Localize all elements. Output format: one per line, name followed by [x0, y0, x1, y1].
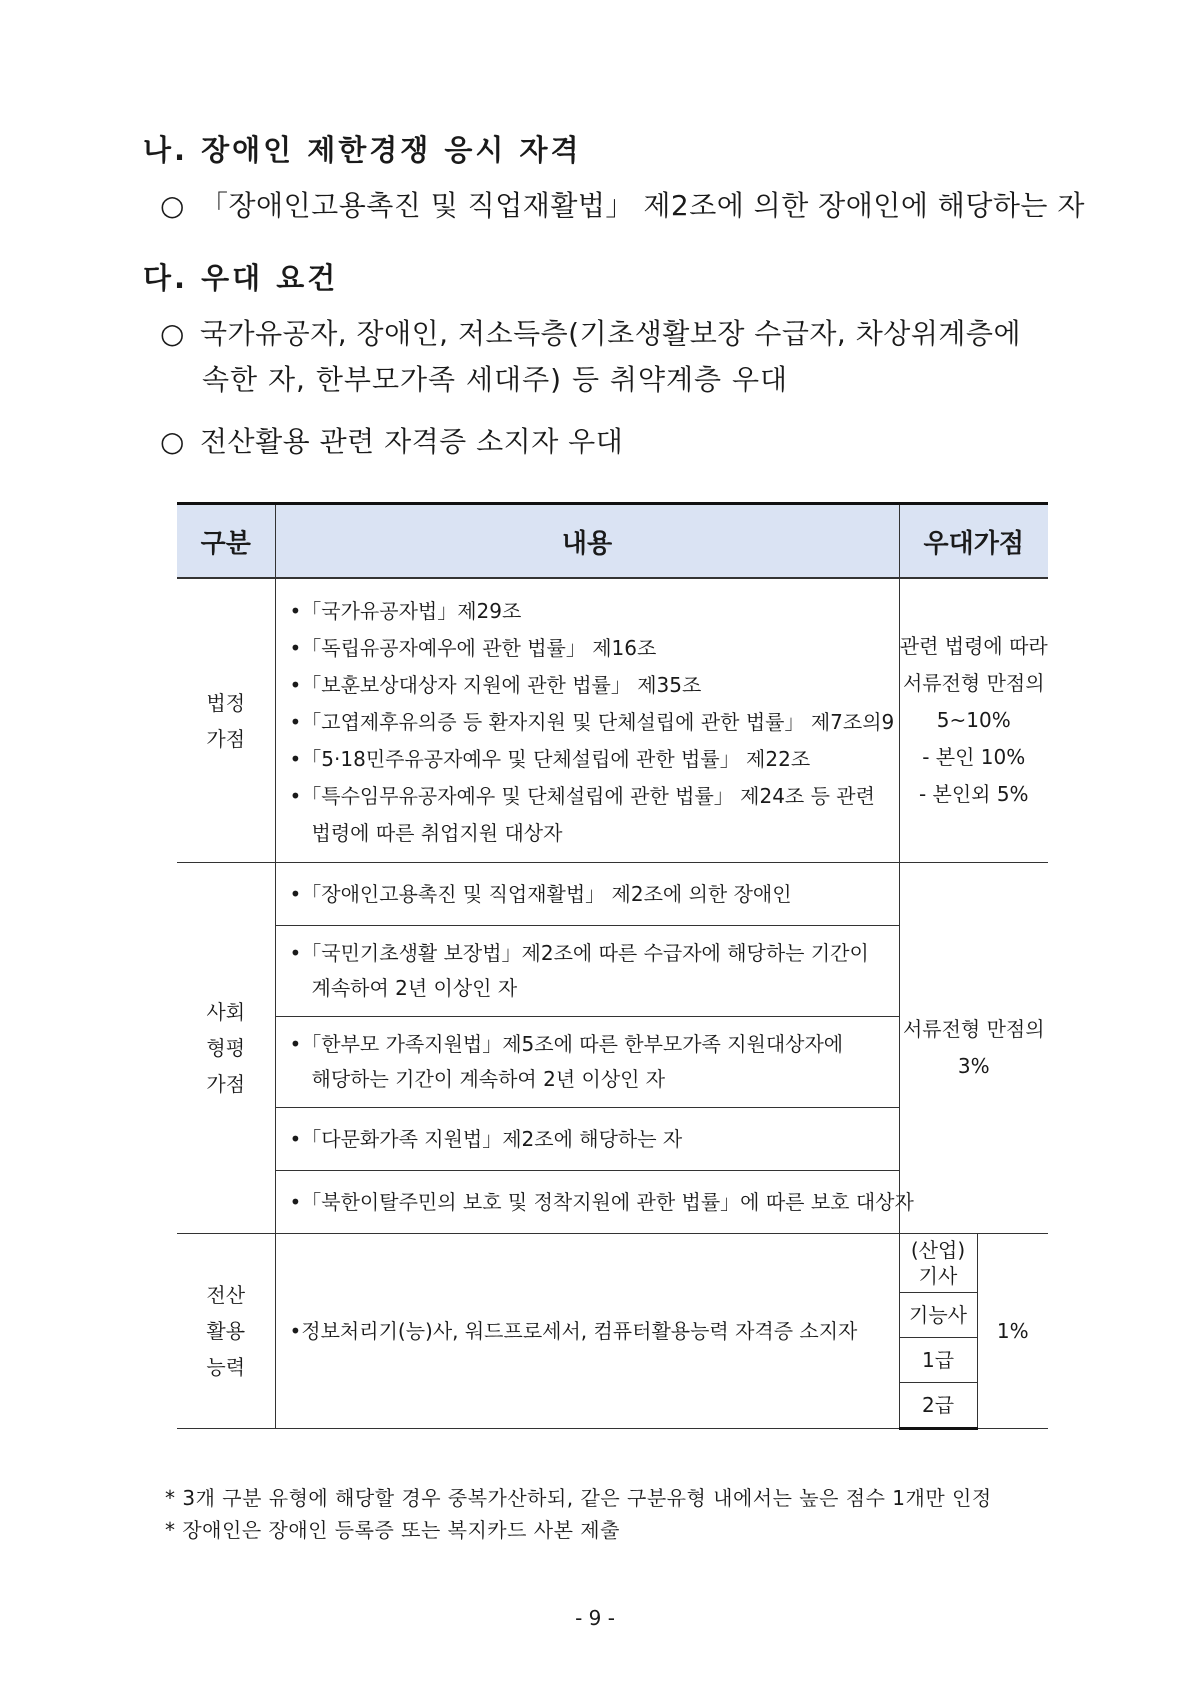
section-heading-na: 나. 장애인 제한경쟁 응시 자격 — [143, 133, 582, 167]
table-header-row — [177, 504, 1048, 579]
bullet-continuation: 속한 자, 한부모가족 세대주) 등 취약계층 우대 — [202, 363, 789, 396]
circle-bullet-icon: ○ — [160, 425, 185, 458]
grade-level2: 2급 — [899, 1383, 977, 1429]
computer-points: 1% — [977, 1234, 1048, 1429]
bullet-text: 「장애인고용촉진 및 직업재활법」 제2조에 의한 장애인에 해당하는 자 — [200, 189, 1085, 222]
social-item-north-korean-defector: •「북한이탈주민의 보호 및 정착지원에 관한 법률」에 따른 보호 대상자 — [275, 1171, 899, 1234]
list-item: •「5·18민주유공자예우 및 단체설립에 관한 법률」 제22조 — [289, 747, 811, 771]
header-points: 우대가점 — [899, 504, 1048, 579]
bullet-computer-certificate — [160, 420, 623, 460]
bullet-text: 전산활용 관련 자격증 소지자 우대 — [200, 425, 624, 458]
legal-points: 관련 법령에 따라 서류전형 만점의 5~10% - 본인 10% - 본인외 5% — [899, 578, 1048, 863]
bullet-disabled-qualification — [160, 184, 1085, 224]
table-row — [177, 578, 1048, 863]
bullet-vulnerable-preference — [160, 312, 1021, 352]
footnote-disabled-docs: * 장애인은 장애인 등록증 또는 복지카드 사본 제출 — [165, 1518, 620, 1542]
list-item: •「고엽제후유의증 등 환자지원 및 단체설립에 관한 법률」 제7조의9 — [289, 710, 895, 734]
preference-points-table — [177, 502, 1048, 1430]
table-row — [177, 1234, 1048, 1293]
header-content: 내용 — [275, 504, 899, 579]
grade-level1: 1급 — [899, 1338, 977, 1383]
grade-craftsman: 기능사 — [899, 1293, 977, 1338]
table-row — [177, 863, 1048, 926]
category-computer: 전산 활용 능력 — [177, 1234, 275, 1429]
legal-items — [275, 578, 899, 863]
footnote-duplicate: * 3개 구분 유형에 해당할 경우 중복가산하되, 같은 구분유형 내에서는 높은 점수 1개만 인정 — [165, 1486, 992, 1510]
list-item: •「특수임무유공자예우 및 단체설립에 관한 법률」 제24조 등 관련 — [289, 784, 875, 808]
circle-bullet-icon: ○ — [160, 317, 185, 350]
circle-bullet-icon: ○ — [160, 189, 185, 222]
list-item-continuation: 법령에 따른 취업지원 대상자 — [311, 821, 563, 845]
list-item: •「독립유공자예우에 관한 법률」 제16조 — [289, 636, 657, 660]
computer-item: •정보처리기(능)사, 워드프로세서, 컴퓨터활용능력 자격증 소지자 — [275, 1234, 899, 1429]
social-item-disabled: •「장애인고용촉진 및 직업재활법」 제2조에 의한 장애인 — [275, 863, 899, 926]
social-item-single-parent: •「한부모 가족지원법」제5조에 따른 한부모가족 지원대상자에 해당하는 기간이 계속하여 2년 이상인 자 — [275, 1017, 899, 1108]
grade-industrial-engineer: (산업) 기사 — [899, 1234, 977, 1293]
list-item: •「국가유공자법」제29조 — [289, 599, 522, 623]
list-item: •「보훈보상대상자 지원에 관한 법률」 제35조 — [289, 673, 702, 697]
bullet-text: 국가유공자, 장애인, 저소득층(기초생활보장 수급자, 차상위계층에 — [200, 317, 1022, 350]
social-item-basic-livelihood: •「국민기초생활 보장법」제2조에 따른 수급자에 해당하는 기간이 계속하여 2년 이상인 자 — [275, 926, 899, 1017]
social-points: 서류전형 만점의 3% — [899, 863, 1048, 1234]
page-number: - 9 - — [575, 1606, 615, 1630]
section-heading-da: 다. 우대 요건 — [143, 261, 339, 295]
category-social: 사회 형평 가점 — [177, 863, 275, 1234]
category-legal: 법정 가점 — [177, 578, 275, 863]
header-category: 구분 — [177, 504, 275, 579]
social-item-multicultural: •「다문화가족 지원법」제2조에 해당하는 자 — [275, 1108, 899, 1171]
